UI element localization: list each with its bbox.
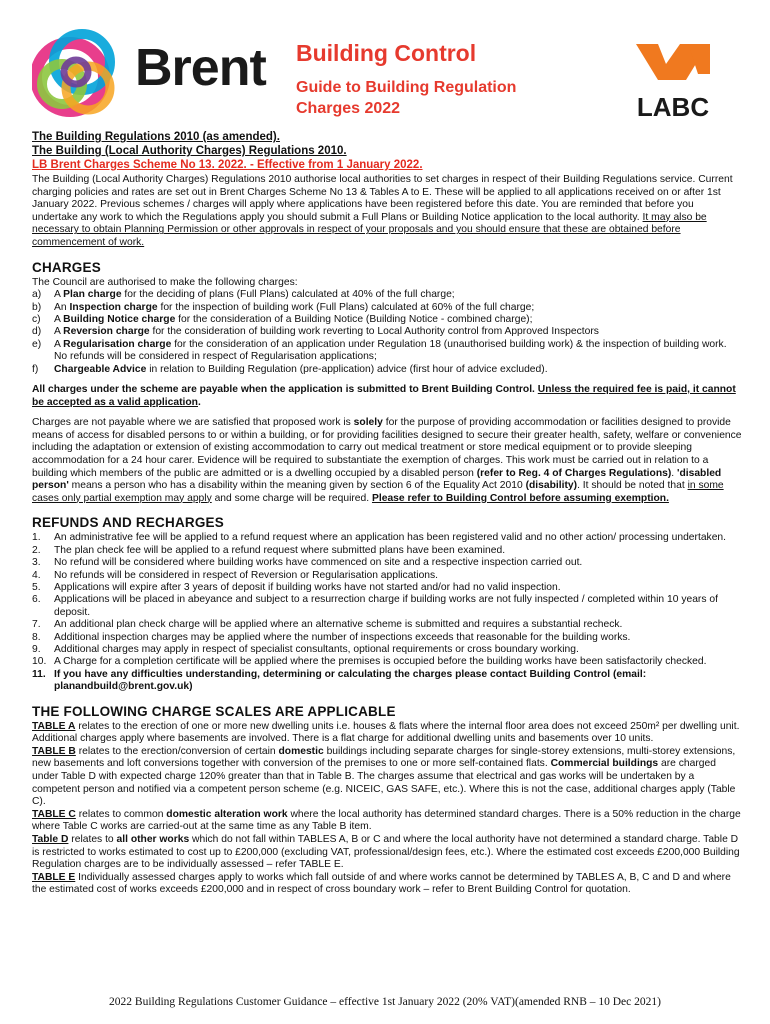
refund-item (32, 582, 742, 594)
table-d-label: Table D (32, 833, 69, 845)
refund-item-text: No refund will be considered where building works have commenced on site and a respective inspection carried out. (54, 557, 583, 569)
refund-item-text: No refunds will be considered in respect of Reversion or Regularisation applications. (54, 569, 439, 581)
exempt-text-3: . (671, 467, 677, 479)
charges-list (32, 289, 742, 376)
subtitle-line-1: Guide to Building Regulation (296, 79, 517, 96)
table-d-all-other: all other works (116, 833, 190, 845)
refund-item-number: 5. (32, 581, 41, 593)
exempt-text-1: Charges are not payable where we are satisfied that proposed work is (32, 417, 354, 429)
table-e-paragraph (32, 872, 742, 897)
table-a-label: TABLE A (32, 720, 76, 732)
refund-item-number: 11. (32, 668, 46, 680)
charge-item-pre: A (54, 338, 64, 350)
charge-item (32, 302, 742, 314)
subtitle-line-2: Charges 2022 (296, 100, 401, 117)
charge-item-key: c) (32, 313, 41, 325)
refund-item-text: An additional plan check charge will be applied where an alternative scheme is submitted and requires a substantial recheck. (54, 619, 623, 631)
refund-item (32, 656, 742, 668)
refunds-heading: REFUNDS AND RECHARGES (32, 515, 224, 531)
charge-item-key: b) (32, 301, 42, 313)
charge-item-key: a) (32, 289, 42, 301)
table-a-paragraph (32, 721, 742, 746)
charge-item-desc: for the consideration of an application under Regulation 18 (unauthorised building work) & the inspection of building work. No refunds will be considered in respect of Regularisation applications; (54, 338, 727, 363)
table-b-text-2: buildings including separate charges for single-storey extensions, multi-storey extensions, new basements and loft conversions together with conversion of the premises to one or more self-contained flats. (32, 745, 736, 770)
refund-item (32, 644, 742, 656)
charge-item-text (54, 302, 742, 314)
table-b-text-1: relates to the erection/conversion of certain (75, 745, 279, 757)
refund-item (32, 632, 742, 644)
exempt-disability: (disability) (525, 480, 578, 492)
exempt-text-4: means a person who has a disability within the meaning given by section 6 of the Equality Act 2010 (68, 480, 526, 492)
refund-item (32, 532, 742, 544)
refund-item-number: 6. (32, 594, 41, 606)
exempt-text-2: for the purpose of providing accommodation or facilities designed to provide means of access for disabled persons to or within a building, or for providing facilities designed to secure their greater health, safety, welfare or convenience including the adaptation or extension of existing accommodation to carry out medical treatment or store medical equipment or to provide sleeping accommodation for a 24 hour carer. Evidence will be required to substantiate the exemption of charges. This work must be carried out in relation to a building which members of the public are admitted or is a dwelling occupied by a disabled person (32, 417, 742, 479)
refund-item-text: An administrative fee will be applied to a refund request where an application has been registered valid and no other action/ processing undertaken. (54, 532, 727, 544)
refund-item-text: Additional inspection charges may be applied where the number of inspections exceeds that reasonable for the building works. (54, 631, 631, 643)
refund-item-text: Applications will expire after 3 years of deposit if building works have not started and/or had no valid inspection. (54, 581, 561, 593)
exempt-solely: solely (353, 417, 383, 429)
payable-text: All charges under the scheme are payable when the application is submitted to Brent Building Control. (32, 384, 535, 395)
intro-text: The Building (Local Authority Charges) Regulations 2010 authorise local authorities to set charges in respect of their Building Regulations service. Current charging policies and rates are set out in Brent Charges Scheme No 13 & Tables A to E. These will be applied to all applications received on or after 1st January 2022. Previous schemes / charges will apply where applications have been registered before this date. You are reminded that before you undertake any work to which the Regulations apply you should submit a Full Plans or Building Notice application to the local authority. (32, 174, 733, 223)
intro-underlined: It may also be necessary to obtain Planning Permission or other approvals in respect of your proposals and you should ensure that these are obtained before commencement of work. (32, 211, 707, 248)
refund-item (32, 557, 742, 569)
charge-item-desc: for the inspection of building work (Full Plans) calculated at 60% of the full charge; (157, 301, 535, 313)
charges-heading: CHARGES (32, 259, 101, 275)
refund-item-number: 7. (32, 619, 41, 631)
table-b-text-3: are charged under Table D with expected charge 120% greater than that in Table B. The charges assume that electrical and gas works will be undertaken by a competent person and notified via a competent person scheme (e.g. NICEIC, GAS SAFE, etc.). Where this is not the case, additional charges apply (Table C). (32, 758, 736, 808)
charge-item-text (54, 314, 742, 326)
charge-item-name: Chargeable Advice (54, 363, 147, 375)
charge-item-text (54, 364, 742, 376)
exemption-paragraph (32, 417, 742, 505)
charge-item-desc: in relation to Building Regulation (pre-application) advice (first hour of advice excluded). (146, 363, 548, 375)
headline-charges-regs: The Building (Local Authority Charges) Regulations 2010. (32, 145, 347, 157)
charge-item-name: Building Notice charge (63, 313, 176, 325)
document-page (32, 0, 742, 897)
refund-item-number: 2. (32, 544, 41, 556)
labc-logo-text: LABC (636, 92, 710, 120)
table-d-paragraph (32, 834, 742, 872)
charge-item-pre: A (54, 313, 64, 325)
table-c-text-1: relates to common (75, 808, 167, 820)
charge-item-name: Plan charge (63, 289, 122, 301)
scales-heading: THE FOLLOWING CHARGE SCALES ARE APPLICABLE (32, 703, 396, 719)
exempt-text-6: and some charge will be required. (211, 492, 372, 504)
charge-item-text (54, 339, 742, 364)
refund-item-text: A Charge for a completion certificate will be applied where the premises is occupied before the building works have been satisfactorily checked. (54, 656, 707, 668)
table-b-commercial: Commercial buildings (550, 758, 659, 770)
table-a-text: relates to the erection of one or more new dwelling units i.e. houses & flats where the internal floor area does not exceed 250m² per dwelling unit. Additional charges apply where basements are involved. There is a flat charge for additional dwelling units and basements over 10 units. (32, 720, 740, 745)
charge-item (32, 339, 742, 364)
charge-item-text (54, 326, 742, 338)
page-title: Building Control (296, 40, 477, 66)
charge-item (32, 364, 742, 376)
table-c-paragraph (32, 809, 742, 834)
table-b-paragraph (32, 746, 742, 809)
refund-item-text: The plan check fee will be applied to a refund request where submitted plans have been examined. (54, 544, 506, 556)
refund-item-text: Applications will be placed in abeyance and subject to a resurrection charge if building works are not fully inspected / completed within 10 years of deposit. (54, 594, 718, 618)
labc-logo (628, 44, 718, 120)
document-header (32, 0, 742, 130)
table-c-label: TABLE C (32, 808, 76, 820)
table-d-text-1: relates to (68, 833, 117, 845)
charge-item-desc: for the deciding of plans (Full Plans) calculated at 40% of the full charge; (121, 289, 455, 301)
table-b-label: TABLE B (32, 745, 76, 757)
page-footer: 2022 Building Regulations Customer Guidance – effective 1st January 2022 (20% VAT)(amended RNB – 10 Dec 2021) (109, 996, 661, 1008)
intro-paragraph (32, 174, 742, 250)
charge-item-pre: A (54, 289, 64, 301)
refund-item-number: 8. (32, 631, 41, 643)
refund-item-number: 9. (32, 644, 41, 655)
exempt-partial: in some cases only partial exemption may apply (32, 480, 724, 504)
charge-item-desc: for the consideration of building work reverting to Local Authority control from Approved Inspectors (149, 326, 599, 338)
table-d-text-2: which do not fall within TABLES A, B or C and where the local authority have not determined a standard charge. Table D is restricted to works estimated to cost up to £200,000 (excluding VAT, professional/design fees, etc.). Where the estimated cost exceeds £200,000 Building Regulation charges are to be individually assessed – refer TABLE E. (32, 833, 740, 871)
table-e-label: TABLE E (32, 871, 76, 883)
payable-underlined: Unless the required fee is paid, it cannot be accepted as a valid application (32, 384, 736, 408)
charge-item-pre: An (54, 301, 70, 313)
table-e-text: Individually assessed charges apply to works which fall outside of and where works cannot be determined by TABLES A, B, C and D and where the estimated cost of works exceeds £200,000 and in respect of cross boundary work – refer to Brent Building Control for quotation. (32, 871, 731, 896)
table-b-domestic: domestic (278, 745, 324, 757)
refund-item-number: 10. (32, 656, 47, 668)
charge-item (32, 314, 742, 326)
refund-item-number: 4. (32, 569, 41, 581)
charge-item-pre: A (54, 326, 64, 338)
charge-item-name: Regularisation charge (63, 338, 172, 350)
refund-item-text: Additional charges may apply in respect of specialist consultants, optional requirements or cross boundary working. (54, 644, 579, 655)
charges-lead: The Council are authorised to make the following charges: (32, 276, 298, 288)
refund-item (32, 570, 742, 582)
charge-item-name: Inspection charge (69, 301, 158, 313)
headline-scheme: LB Brent Charges Scheme No 13. 2022. - Effective from 1 January 2022. (32, 159, 423, 171)
charge-item (32, 326, 742, 338)
refund-item (32, 594, 742, 619)
charge-item-key: f) (32, 363, 39, 375)
exempt-text-5: . It should be noted that (577, 480, 688, 492)
refund-item (32, 619, 742, 631)
charge-item-key: d) (32, 326, 42, 338)
refund-item-number: 3. (32, 557, 41, 569)
headline-regulations: The Building Regulations 2010 (as amended). (32, 131, 280, 143)
refund-item (32, 545, 742, 557)
refunds-list (32, 532, 742, 668)
payable-paragraph: All charges under the scheme are payable when the application is submitted to Brent Building Control. Unless the required fee is paid, it cannot be accepted as a valid application. (32, 384, 736, 408)
table-c-text-2: where the local authority has determined standard charges. There is a 50% reduction in the charge where Table C works are carried-out at the same time as any Table B item. (32, 808, 741, 833)
refund-item-11 (32, 669, 742, 694)
header-title-block (296, 40, 516, 119)
refund-item-text: If you have any difficulties understanding, determining or calculating the charges please contact Building Control (email: planandbuild@brent.gov.uk) (54, 668, 647, 693)
page-subtitle (296, 77, 516, 119)
table-c-alteration: domestic alteration work (166, 808, 288, 820)
exempt-refer: Please refer to Building Control before assuming exemption. (371, 492, 669, 504)
charge-item-name: Reversion charge (63, 326, 150, 338)
exempt-reference: (refer to Reg. 4 of Charges Regulations) (476, 467, 672, 479)
charge-item-key: e) (32, 338, 42, 350)
refund-item-number: 1. (32, 532, 41, 544)
charge-item-text (54, 289, 742, 301)
charge-item (32, 289, 742, 301)
brent-logo-text: Brent (135, 39, 266, 97)
exempt-disabled-person: 'disabled person' (32, 467, 722, 492)
charge-item-desc: for the consideration of a Building Notice (Building Notice - combined charge); (175, 313, 533, 325)
